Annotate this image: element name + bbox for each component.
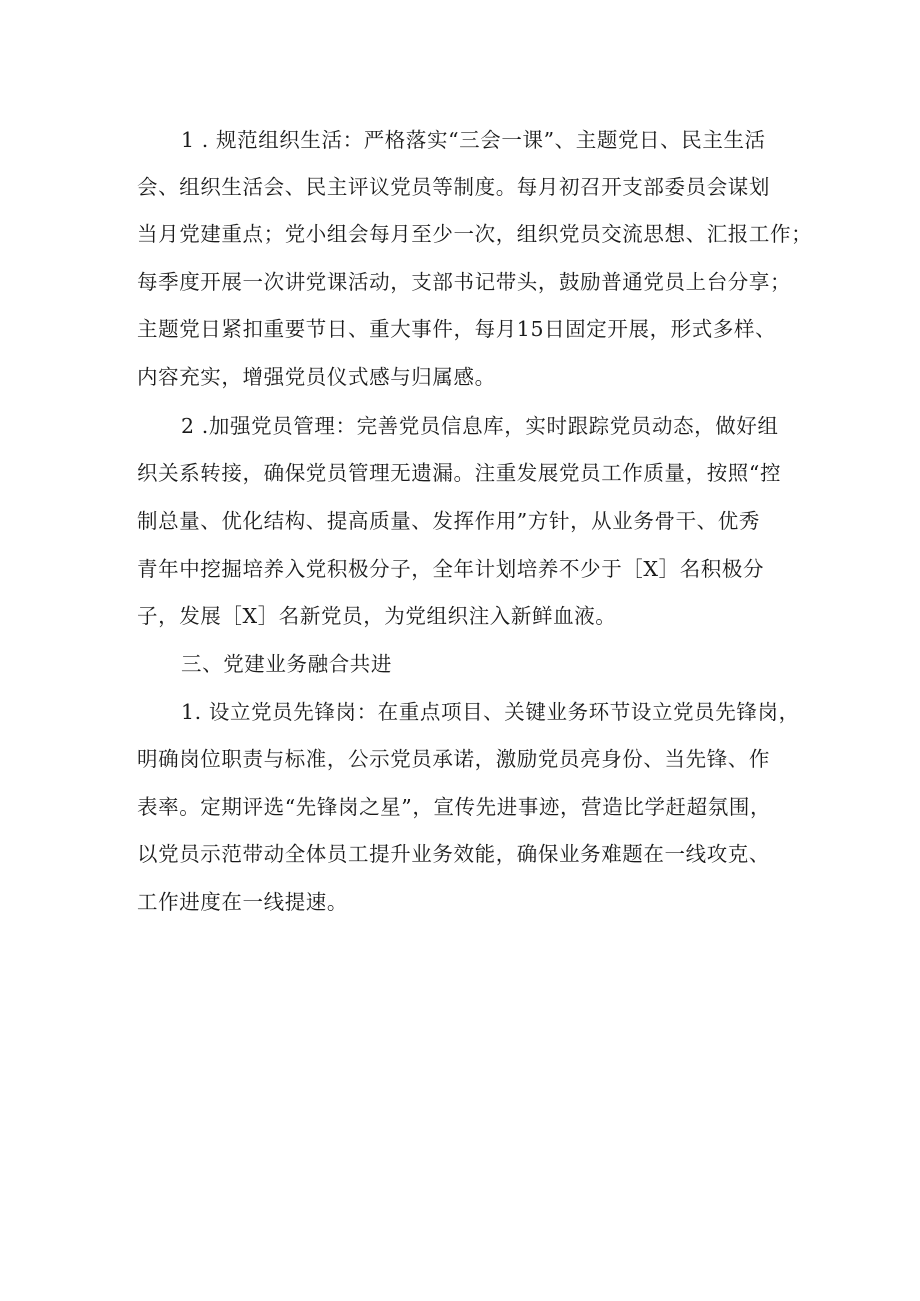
paragraph-line: 主题党日紧扣重要节日、重大事件，每月15日固定开展，形式多样、: [137, 317, 777, 341]
paragraph-line: 子，发展［X］名新党员，为党组织注入新鲜血液。: [137, 604, 617, 628]
paragraph-line: 表率。定期评选“先锋岗之星”，宣传先进事迹，营造比学赶超氛围，: [137, 795, 772, 819]
paragraph-line: 1 . 规范组织生活：严格落实“三会一课”、主题党日、民主生活: [181, 128, 766, 152]
paragraph-line: 1. 设立党员先锋岗：在重点项目、关键业务环节设立党员先锋岗，: [181, 700, 800, 724]
paragraph-line: 2 .加强党员管理：完善党员信息库，实时跟踪党员动态，做好组: [181, 414, 779, 438]
paragraph-line: 每季度开展一次讲党课活动，支部书记带头，鼓励普通党员上台分享；: [137, 270, 792, 294]
paragraph-line: 内容充实，增强党员仪式感与归属感。: [137, 365, 496, 389]
paragraph-line: 织关系转接，确保党员管理无遗漏。注重发展党员工作质量，按照“控: [137, 461, 782, 485]
paragraph-line: 制总量、优化结构、提高质量、发挥作用”方针，从业务骨干、优秀: [137, 509, 760, 533]
paragraph-line: 工作进度在一线提速。: [137, 890, 348, 914]
paragraph-line: 以党员示范带动全体员工提升业务效能，确保业务难题在一线攻克、: [137, 842, 770, 866]
paragraph-line: 青年中挖掘培养入党积极分子，全年计划培养不少于［X］名积极分: [137, 557, 765, 581]
paragraph-line: 明确岗位职责与标准，公示党员承诺，激励党员亮身份、当先锋、作: [137, 747, 770, 771]
section-heading: 三、党建业务融合共进: [181, 652, 392, 676]
paragraph-line: 会、组织生活会、民主评议党员等制度。每月初召开支部委员会谋划: [137, 175, 770, 199]
paragraph-line: 当月党建重点；党小组会每月至少一次，组织党员交流思想、汇报工作；: [137, 222, 813, 246]
